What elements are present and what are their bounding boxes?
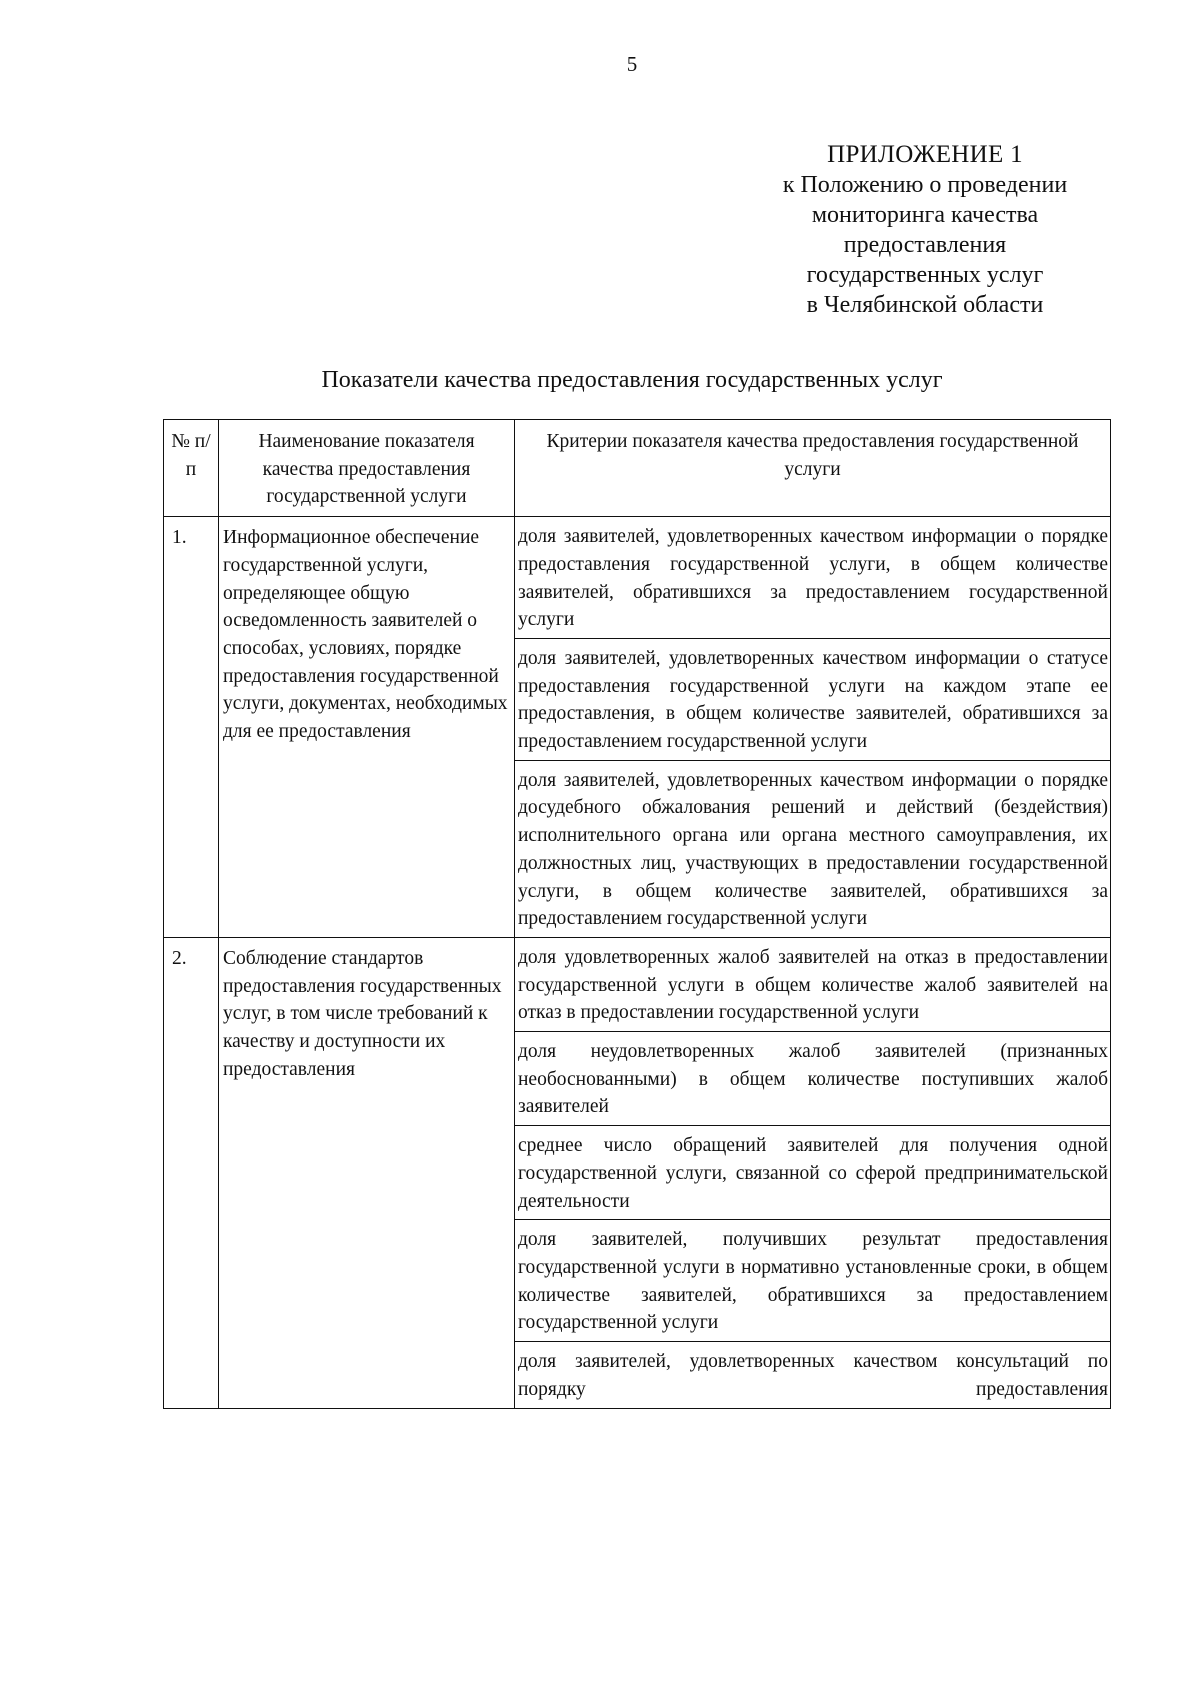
appendix-line: мониторинга качества xyxy=(811,202,1039,228)
criterion-item: доля заявителей, удовлетворенных качеством информации о порядке предоставления государственной услуги, в общем количестве заявителей, обратившихся за предоставлением государственной услуги xyxy=(515,517,1110,639)
criterion-item: среднее число обращений заявителей для получения одной государственной услуги, связанной со сферой предпринимательской деятельности xyxy=(515,1126,1110,1220)
appendix-line: в Челябинской области xyxy=(806,292,1044,318)
criterion-item: доля удовлетворенных жалоб заявителей на отказ в предоставлении государственной услуги в общем количестве жалоб заявителей на отказ в предоставлении государственной услуги xyxy=(515,938,1110,1032)
table-row xyxy=(164,517,1111,938)
appendix-line: предоставления xyxy=(843,232,1007,258)
table-title: Показатели качества предоставления государственных услуг xyxy=(321,367,943,393)
table-row xyxy=(164,937,1111,1408)
appendix-heading xyxy=(755,140,1095,320)
criteria-cell xyxy=(515,517,1111,938)
header-number: № п/п xyxy=(164,420,219,517)
header-criteria: Критерии показателя качества предоставления государственной услуги xyxy=(515,420,1111,517)
criterion-item: доля заявителей, удовлетворенных качеством информации о порядке досудебного обжалования решений и действий (бездействия) исполнительного органа или органа местного самоуправления, их должностных лиц, участвующих в предоставлении государственной услуги, в общем количестве заявителей, обратившихся за предоставлением государственной услуги xyxy=(518,769,1108,930)
appendix-line: государственных услуг xyxy=(806,262,1044,288)
indicator-name: Соблюдение стандартов предоставления государственных услуг, в том числе требований к качеству и доступности их предоставления xyxy=(219,937,515,1408)
indicators-table xyxy=(163,419,1111,1409)
appendix-title: ПРИЛОЖЕНИЕ 1 xyxy=(827,141,1023,168)
row-number: 1. xyxy=(164,517,219,938)
appendix-line: к Положению о проведении xyxy=(782,172,1068,198)
criterion-item: доля неудовлетворенных жалоб заявителей (признанных необоснованными) в общем количестве поступивших жалоб заявителей xyxy=(515,1032,1110,1126)
indicator-name: Информационное обеспечение государственной услуги, определяющее общую осведомленность заявителей о способах, условиях, порядке предоставления государственной услуги, документах, необходимых для ее предоставления xyxy=(219,517,515,938)
criteria-cell xyxy=(515,937,1111,1408)
header-name: Наименование показателя качества предоставления государственной услуги xyxy=(219,420,515,517)
page-number: 5 xyxy=(626,52,638,76)
table-header-row xyxy=(164,420,1111,517)
criterion-item: доля заявителей, удовлетворенных качеством консультаций по порядку предоставления xyxy=(518,1351,1108,1400)
criterion-item: доля заявителей, получивших результат предоставления государственной услуги в нормативно установленные сроки, в общем количестве заявителей, обратившихся за предоставлением государственной услуги xyxy=(515,1220,1110,1342)
row-number: 2. xyxy=(164,937,219,1408)
criterion-item: доля заявителей, удовлетворенных качеством информации о статусе предоставления государственной услуги на каждом этапе ее предоставления, в общем количестве заявителей, обратившихся за предоставлением государственной услуги xyxy=(515,639,1110,761)
